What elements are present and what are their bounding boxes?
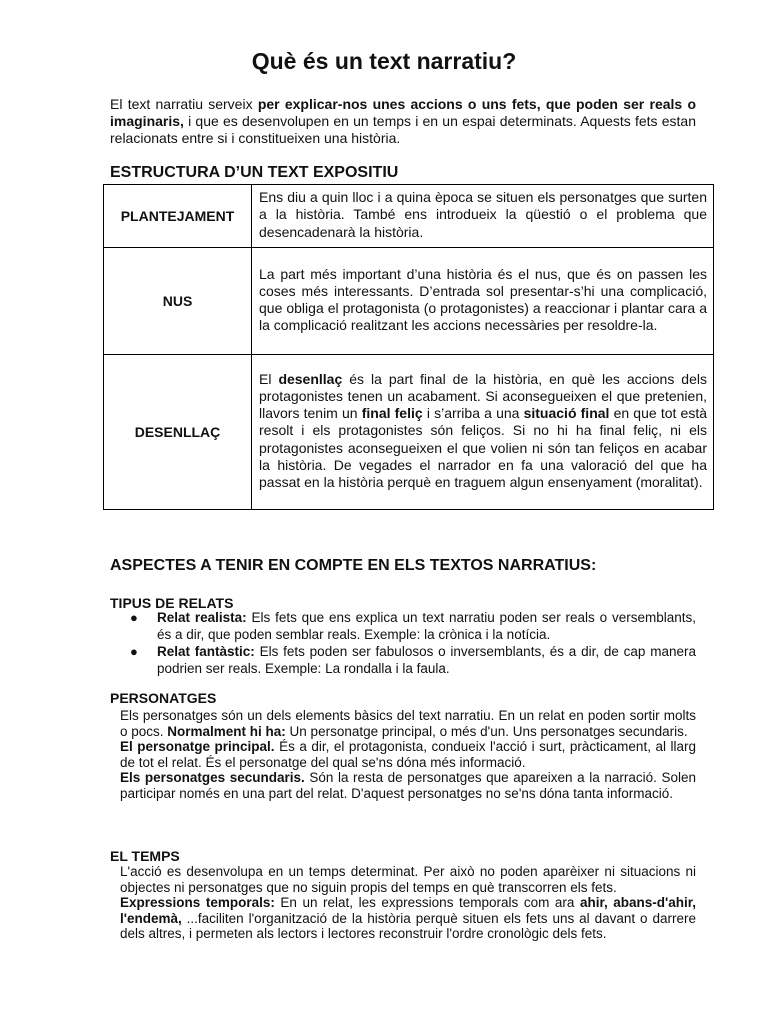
table-row — [104, 355, 714, 510]
intro-bold-text: per explicar-nos unes accions o uns fets, que poden ser reals o imaginaris, — [110, 96, 696, 129]
list-item — [130, 610, 696, 643]
definition-plantejament: Ens diu a quin lloc i a quina època se situen els personatges que surten a la història. També ens introdueix la qüestió o el problema que desencadenarà la història. — [252, 185, 714, 248]
bullet-icon: ● — [130, 644, 138, 659]
personatges-text-1: Els personatges són un dels elements bàsics del text narratiu. En un relat en poden sortir molts o pocs. — [120, 708, 696, 739]
table-row — [104, 248, 714, 355]
term-nus: NUS — [104, 248, 252, 355]
desenllac-text-2: és la part final de la història, en què les accions dels protagonistes tenen un acabament. Si aconsegueixen el que pretenien, llavors tenim un — [259, 370, 707, 422]
personatges-bold-3: Els personatges secundaris. — [120, 770, 305, 786]
page-title: Què és un text narratiu? — [251, 48, 517, 74]
tipus-relats-list — [130, 610, 696, 677]
desenllac-text-3: i s’arriba a una — [422, 405, 524, 422]
structure-heading: ESTRUCTURA D’UN TEXT EXPOSITIU — [110, 164, 399, 181]
temps-body — [120, 864, 696, 942]
temps-text-2: En un relat, les expressions temporals com ara — [274, 895, 580, 911]
temps-text-3: ...faciliten l'organització de la història perquè situen els fets uns al davant o darrere dels altres, i permeten als lectors i lectores reconstruir l'ordre cronològic dels fets. — [120, 910, 696, 942]
relat-text: Els fets poden ser fabulosos o inversemblants, és a dir, de cap manera podrien ser reals. Exemple: La rondalla i la faula. — [157, 644, 696, 676]
tipus-relats-heading: TIPUS DE RELATS — [110, 595, 234, 611]
personatges-text-4: Són la resta de personatges que apareixen a la narració. Solen participar només en una part del relat. D'aquest personatges no se'ns dóna tanta informació. — [120, 770, 696, 801]
personatges-text-3: És a dir, el protagonista, condueix l'acció i surt, pràcticament, al llarg de tot el relat. És el personatge del qual se'ns dóna més informació. — [120, 739, 696, 770]
personatges-secundaris-paragraph — [120, 770, 696, 801]
table-row — [104, 185, 714, 248]
definition-nus: La part més important d’una història és el nus, que és on passen les coses més interessants. D’entrada sol presentar-s’hi una complicació, que obliga el protagonista (o protagonistes) a reaccionar i plantar cara a la complicació realitzant les accions necessàries per resoldre-la. — [252, 248, 714, 355]
aspects-heading: ASPECTES A TENIR EN COMPTE EN ELS TEXTOS NARRATIUS: — [110, 557, 597, 574]
temps-bold-1: Expressions temporals: — [120, 895, 275, 911]
personatges-bold-1: Normalment hi ha: — [167, 723, 286, 739]
relat-label: Relat fantàstic: — [157, 644, 255, 659]
expressions-temporals-paragraph — [120, 895, 696, 942]
intro-text-2: i que es desenvolupen en un temps i en un espai determinats. Aquests fets estan relacionats entre si i constitueixen una història. — [110, 113, 696, 146]
desenllac-text-4: en que tot està resolt i els protagonistes són feliços. Si no hi ha final feliç, ni els protagonistes aconsegueixen el que volien ni són tan feliços en acabar la història. De vegades el narrador en fa una valoració del que ha passat en la història perquè en traguem algun ensenyament (moralitat). — [259, 405, 707, 490]
desenllac-bold-3: situació final — [523, 405, 610, 422]
term-desenllac: DESENLLAÇ — [104, 355, 252, 510]
personatges-text-2: Un personatge principal, o més d'un. Uns personatges secundaris. — [285, 723, 688, 739]
personatges-bold-2: El personatge principal. — [120, 739, 275, 755]
personatge-principal-paragraph — [120, 739, 696, 770]
desenllac-text-1: El — [259, 370, 279, 387]
intro-paragraph — [110, 96, 696, 147]
temps-bold-2: ahir, abans-d'ahir, l'endemà, — [120, 895, 696, 926]
relat-text: Els fets que ens explica un text narratiu poden ser reals o versemblants, és a dir, que poden semblar reals. Exemple: la crònica i la notícia. — [157, 610, 697, 642]
list-item — [130, 644, 696, 677]
desenllac-bold-2: final feliç — [361, 405, 423, 422]
bullet-icon: ● — [130, 610, 138, 625]
structure-table — [103, 184, 714, 510]
personatges-body — [120, 708, 696, 802]
desenllac-bold-1: desenllaç — [278, 370, 343, 387]
definition-desenllac — [252, 355, 714, 510]
intro-text-1: El text narratiu serveix — [110, 96, 258, 112]
temps-paragraph: L'acció es desenvolupa en un temps determinat. Per això no poden aparèixer ni situacions ni objectes ni personatges que no siguin propis del temps en què transcorren els fets. — [120, 864, 696, 895]
temps-heading: EL TEMPS — [110, 848, 180, 864]
personatges-heading: PERSONATGES — [110, 690, 217, 706]
relat-label: Relat realista: — [157, 610, 247, 625]
personatges-paragraph — [120, 708, 696, 739]
term-plantejament: PLANTEJAMENT — [104, 185, 252, 248]
